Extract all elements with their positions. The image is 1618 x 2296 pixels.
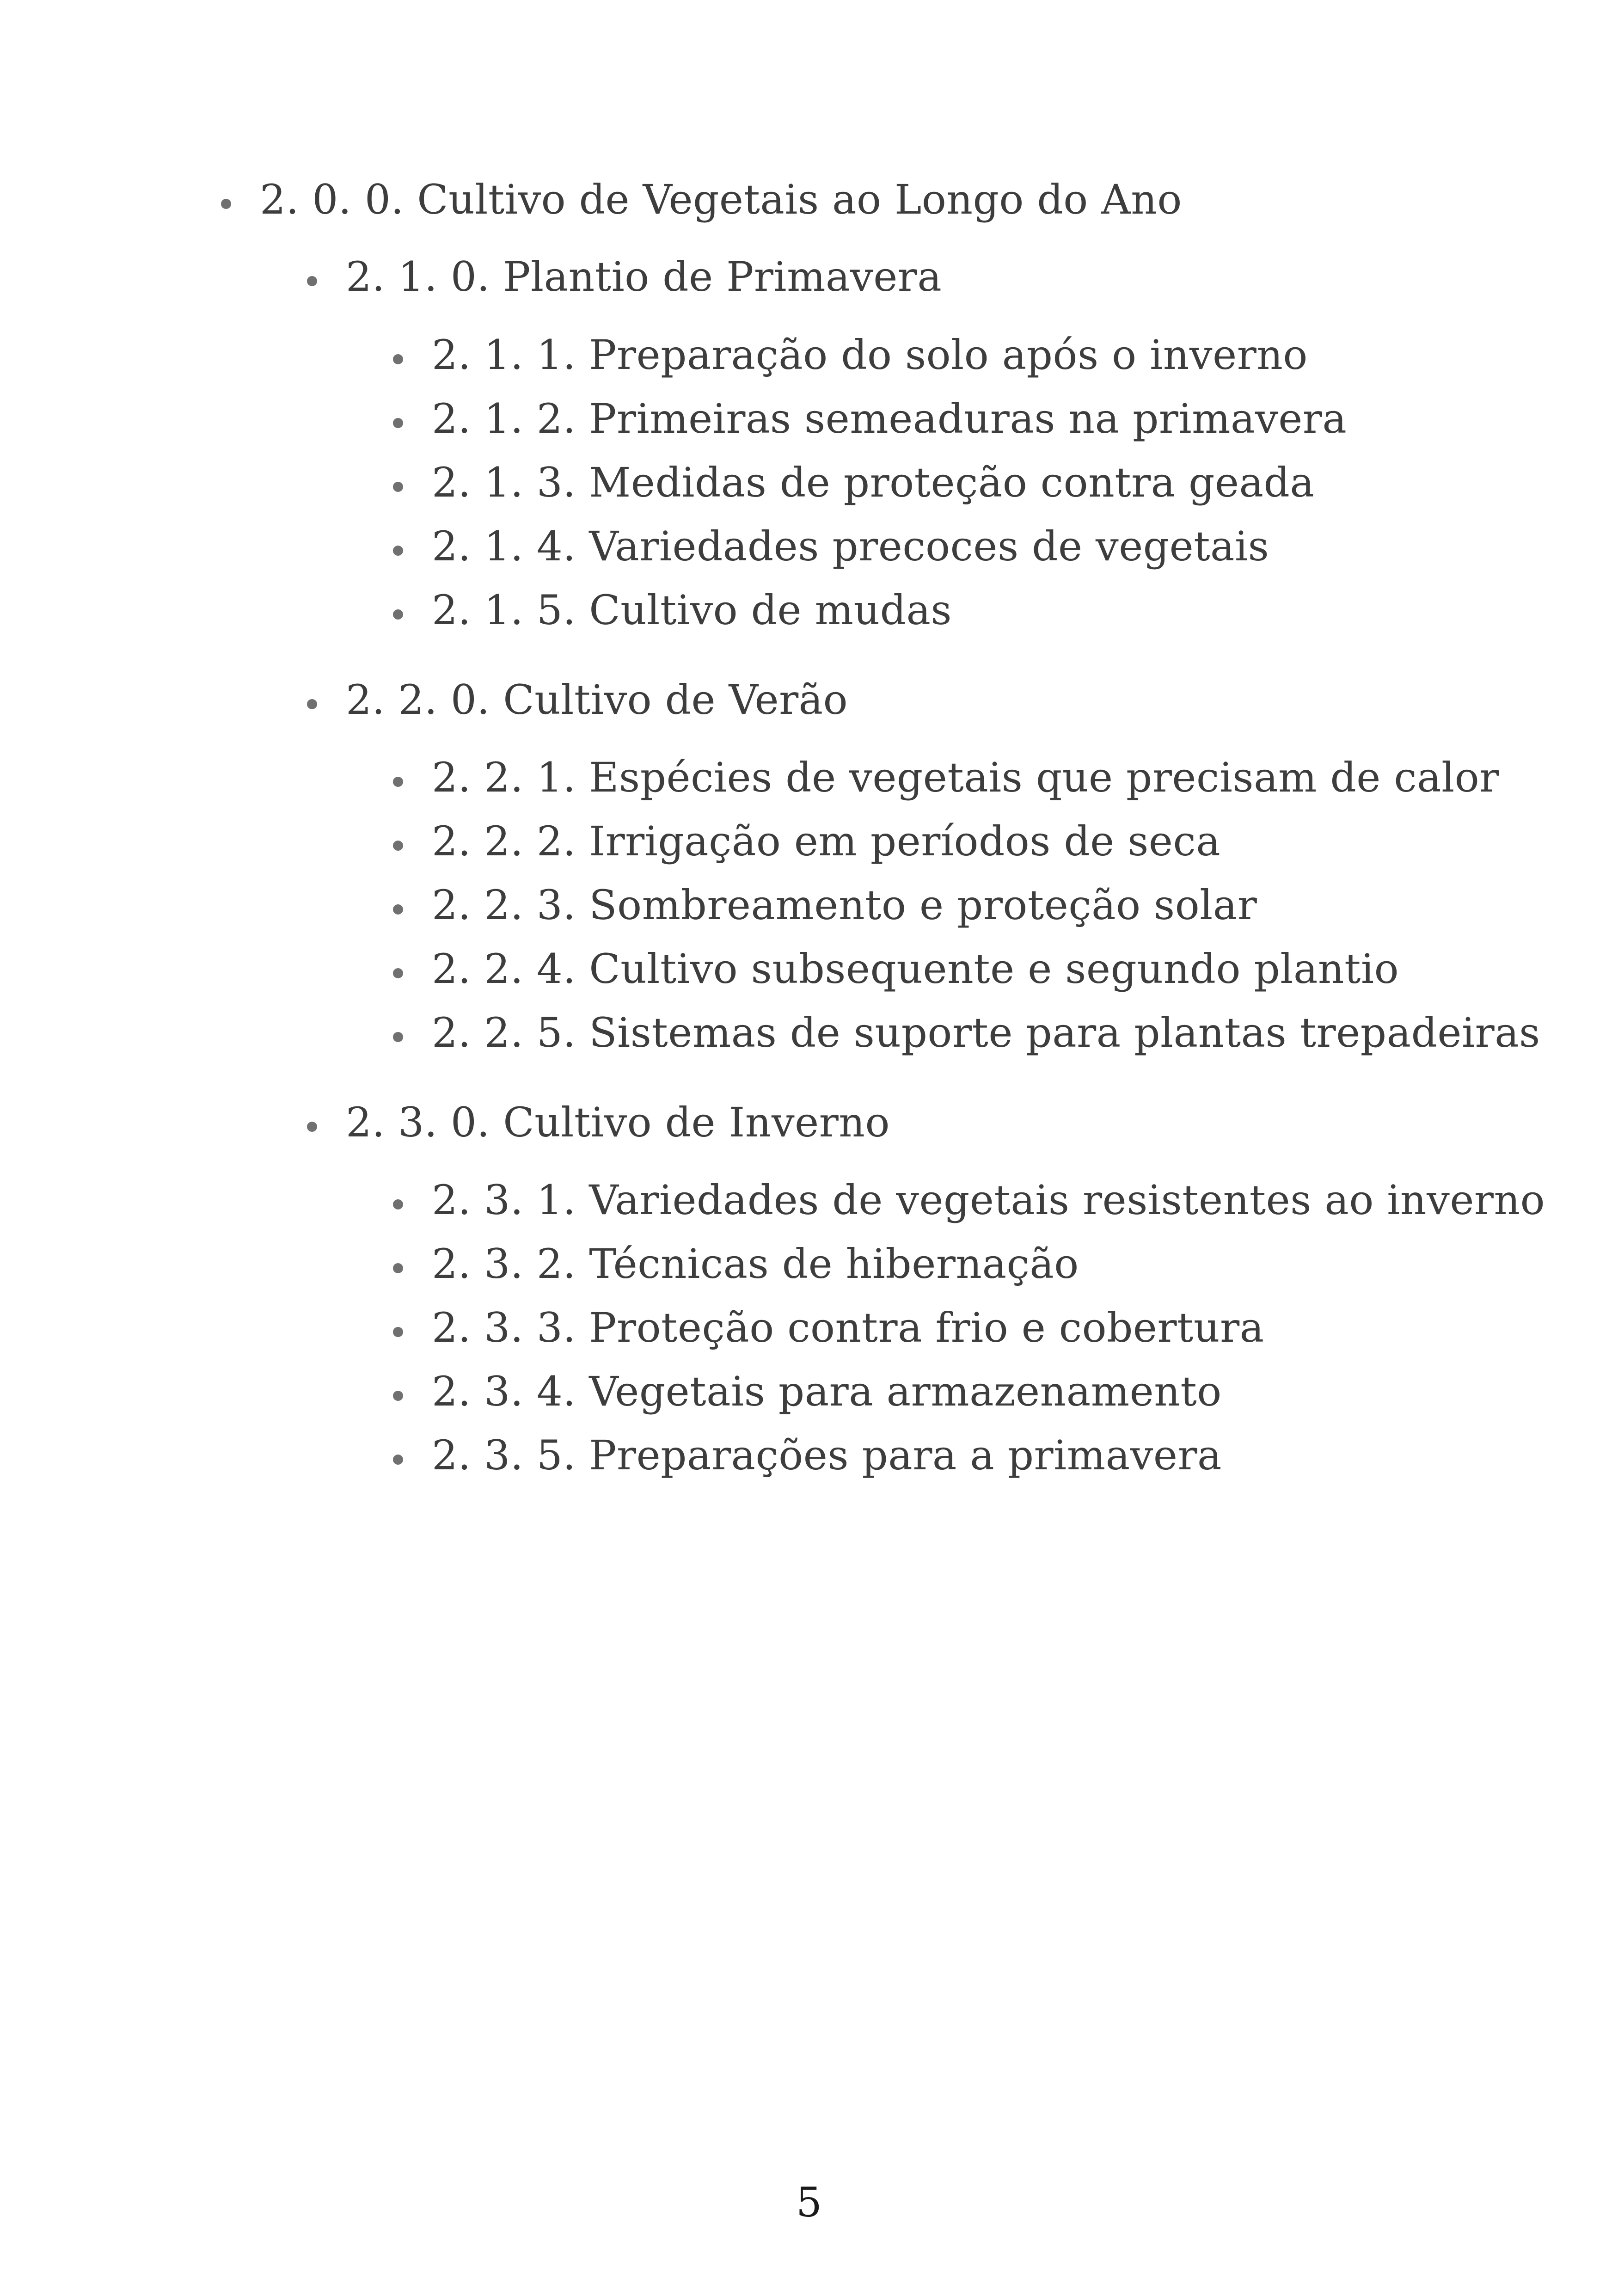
list-item-level-2	[432, 1240, 1079, 1288]
list-item-label: 2. 1. 4. Variedades precoces de vegetais	[432, 522, 1269, 570]
list-item-level-2	[432, 754, 1499, 801]
list-item-level-2	[432, 945, 1399, 993]
list-item-label: 2. 1. 1. Preparação do solo após o inverno	[432, 331, 1308, 379]
bullet-icon	[393, 482, 403, 492]
list-item-level-2	[432, 395, 1347, 442]
bullet-icon	[393, 968, 403, 978]
bullet-icon	[393, 546, 403, 556]
bullet-icon	[393, 1327, 403, 1337]
bullet-icon	[221, 199, 231, 209]
list-item-level-2	[432, 817, 1221, 865]
bullet-icon	[307, 699, 317, 709]
page-number: 5	[796, 2179, 822, 2226]
list-item-label: 2. 3. 4. Vegetais para armazenamento	[432, 1368, 1222, 1415]
bullet-icon	[393, 354, 403, 364]
list-item-label: 2. 1. 2. Primeiras semeaduras na primavera	[432, 395, 1347, 442]
list-item-label: 2. 3. 2. Técnicas de hibernação	[432, 1240, 1079, 1288]
list-item-level-1	[346, 253, 942, 301]
list-item-label: 2. 3. 1. Variedades de vegetais resistentes ao inverno	[432, 1176, 1545, 1224]
list-item-label: 2. 2. 1. Espécies de vegetais que precisam de calor	[432, 754, 1499, 801]
list-item-level-2	[432, 1431, 1222, 1479]
bullet-icon	[393, 609, 403, 620]
list-item-level-2	[432, 881, 1257, 929]
list-item-label: 2. 3. 5. Preparações para a primavera	[432, 1431, 1222, 1479]
bullet-icon	[393, 1263, 403, 1273]
list-item-level-2	[432, 1368, 1222, 1415]
bullet-icon	[393, 1391, 403, 1401]
list-item-label: 2. 2. 4. Cultivo subsequente e segundo plantio	[432, 945, 1399, 993]
list-item-level-2	[432, 586, 952, 634]
list-item-level-2	[432, 1176, 1545, 1224]
bullet-icon	[393, 418, 403, 428]
list-item-label: 2. 2. 3. Sombreamento e proteção solar	[432, 881, 1257, 929]
bullet-icon	[393, 777, 403, 787]
list-item-level-2	[432, 1304, 1264, 1351]
list-item-label: 2. 2. 2. Irrigação em períodos de seca	[432, 817, 1221, 865]
list-item-level-1	[346, 676, 848, 724]
bullet-icon	[393, 1032, 403, 1042]
list-item-level-2	[432, 459, 1315, 506]
list-item-label: 2. 0. 0. Cultivo de Vegetais ao Longo do Ano	[260, 176, 1182, 223]
bullet-icon	[393, 904, 403, 915]
bullet-icon	[393, 1199, 403, 1209]
bullet-icon	[393, 841, 403, 851]
list-item-label: 2. 1. 0. Plantio de Primavera	[346, 253, 942, 301]
list-item-level-1	[346, 1099, 890, 1146]
bullet-icon	[307, 1122, 317, 1132]
list-item-label: 2. 1. 5. Cultivo de mudas	[432, 586, 952, 634]
list-item-label: 2. 3. 3. Proteção contra frio e cobertura	[432, 1304, 1264, 1351]
list-item-level-2	[432, 522, 1269, 570]
list-item-level-2	[432, 331, 1308, 379]
list-item-label: 2. 2. 0. Cultivo de Verão	[346, 676, 848, 724]
list-item-level-2	[432, 1009, 1540, 1056]
list-item-label: 2. 1. 3. Medidas de proteção contra geada	[432, 459, 1315, 506]
list-item-level-0	[260, 176, 1182, 223]
bullet-icon	[393, 1455, 403, 1465]
bullet-icon	[307, 276, 317, 286]
list-item-label: 2. 2. 5. Sistemas de suporte para plantas trepadeiras	[432, 1009, 1540, 1056]
list-item-label: 2. 3. 0. Cultivo de Inverno	[346, 1099, 890, 1146]
